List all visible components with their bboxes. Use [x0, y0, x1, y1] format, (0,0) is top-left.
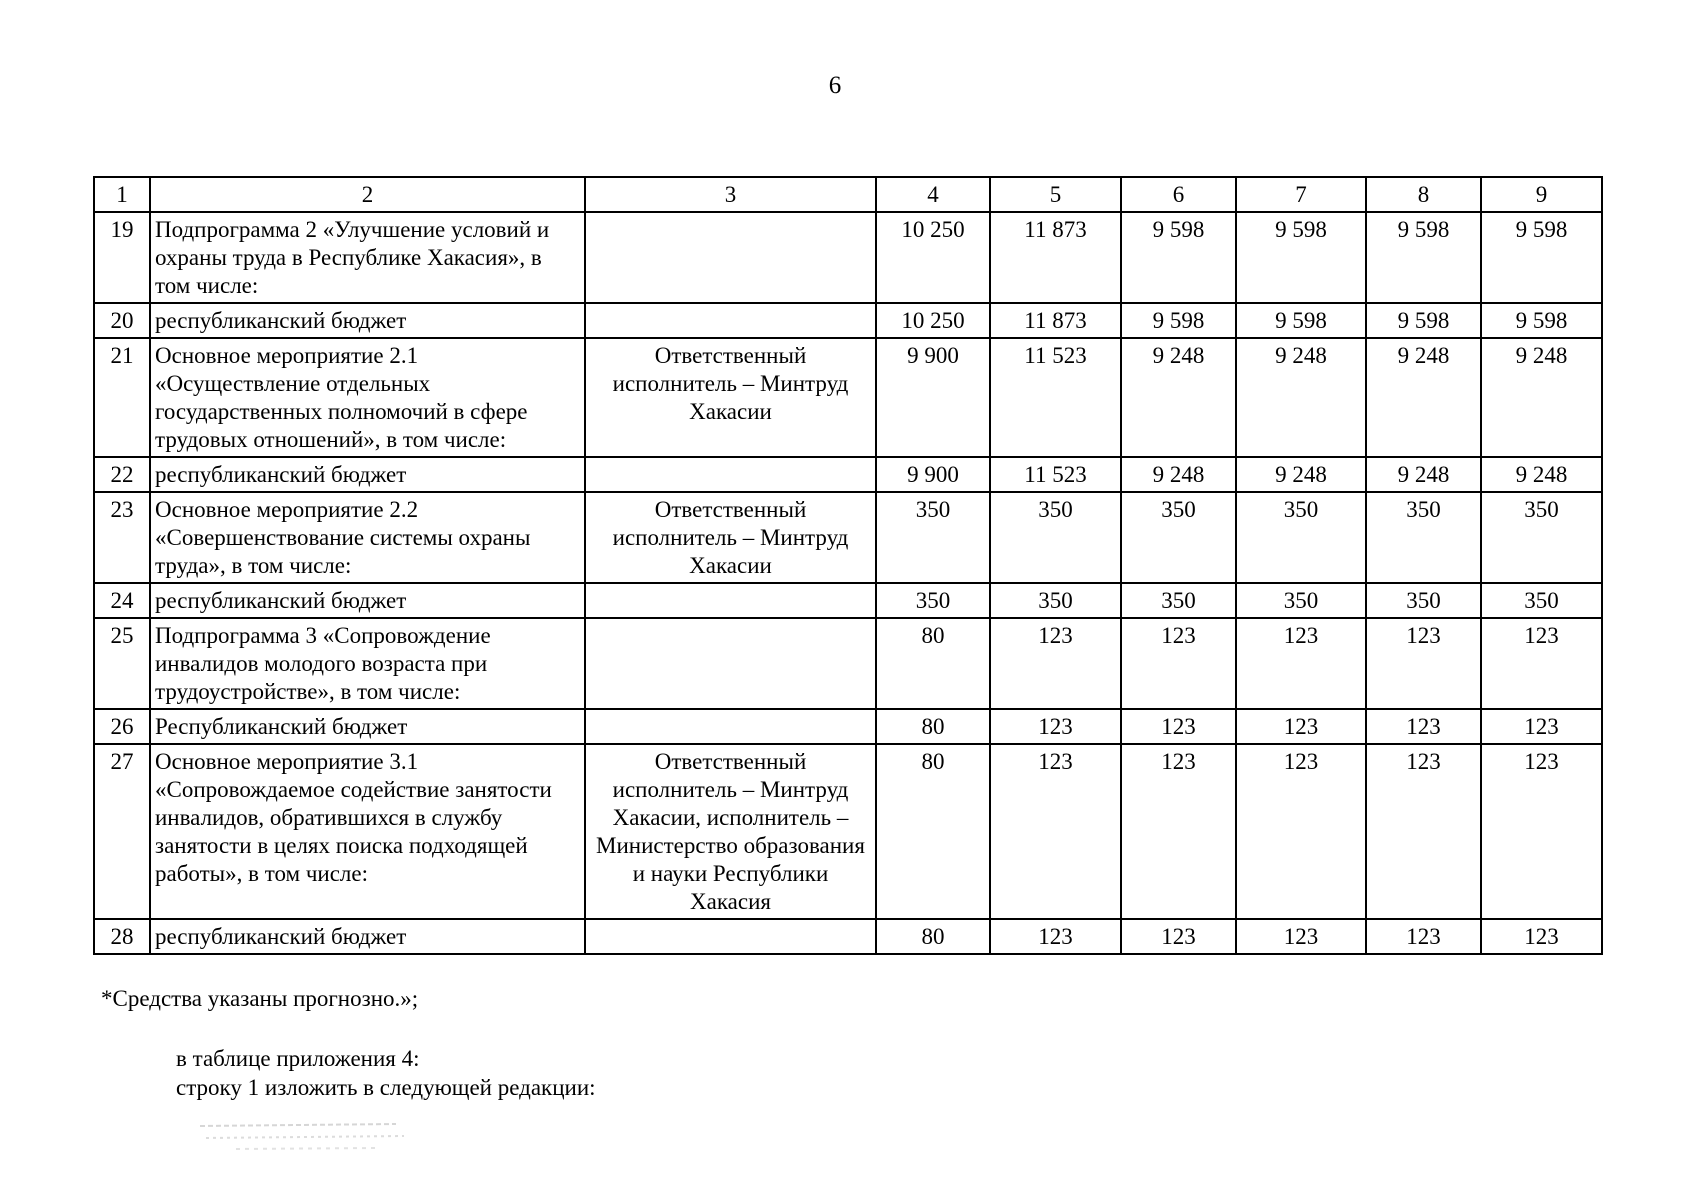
- row-value: 350: [1236, 492, 1366, 583]
- row-value: 80: [876, 919, 990, 954]
- row-name: Основное мероприятие 2.1 «Осуществление отдельных государственных полномочий в сфере трудовых отношений», в том числе:: [150, 338, 585, 457]
- table-row: [94, 492, 1602, 583]
- column-header-6: 6: [1121, 177, 1236, 212]
- table-row: [94, 457, 1602, 492]
- row-value: 9 248: [1481, 457, 1602, 492]
- row-value: 9 598: [1236, 303, 1366, 338]
- column-header-5: 5: [990, 177, 1121, 212]
- row-value: 123: [1236, 919, 1366, 954]
- row-responsible: [585, 709, 876, 744]
- table-row: [94, 744, 1602, 919]
- row-value: 10 250: [876, 303, 990, 338]
- row-value: 9 900: [876, 457, 990, 492]
- row-value: 10 250: [876, 212, 990, 303]
- row-value: 123: [1236, 709, 1366, 744]
- row-value: 9 900: [876, 338, 990, 457]
- column-header-7: 7: [1236, 177, 1366, 212]
- row-value: 350: [1366, 583, 1481, 618]
- column-header-4: 4: [876, 177, 990, 212]
- header-row: [94, 177, 1602, 212]
- row-value: 123: [1366, 919, 1481, 954]
- row-value: 123: [1121, 618, 1236, 709]
- row-value: 350: [876, 583, 990, 618]
- row-number: 28: [94, 919, 150, 954]
- row-value: 9 598: [1121, 212, 1236, 303]
- table-row: [94, 919, 1602, 954]
- row-value: 11 873: [990, 212, 1121, 303]
- row-value: 123: [1481, 709, 1602, 744]
- row-number: 24: [94, 583, 150, 618]
- row-number: 19: [94, 212, 150, 303]
- instruction-line: в таблице приложения 4:: [176, 1046, 420, 1071]
- row-value: 123: [1121, 919, 1236, 954]
- row-value: 80: [876, 744, 990, 919]
- row-value: 11 523: [990, 338, 1121, 457]
- row-responsible: [585, 457, 876, 492]
- row-value: 123: [1366, 618, 1481, 709]
- column-header-1: 1: [94, 177, 150, 212]
- row-number: 27: [94, 744, 150, 919]
- budget-table: [93, 176, 1603, 955]
- row-value: 11 873: [990, 303, 1121, 338]
- instruction-line: строку 1 изложить в следующей редакции:: [176, 1075, 596, 1100]
- instructions: [176, 1044, 596, 1102]
- column-header-3: 3: [585, 177, 876, 212]
- faint-stamp-mark: [196, 1118, 416, 1156]
- row-name: Основное мероприятие 2.2 «Совершенствование системы охраны труда», в том числе:: [150, 492, 585, 583]
- row-value: 9 598: [1366, 212, 1481, 303]
- row-value: 350: [1236, 583, 1366, 618]
- row-value: 9 248: [1121, 338, 1236, 457]
- row-value: 123: [1366, 709, 1481, 744]
- row-value: 350: [1366, 492, 1481, 583]
- row-responsible: [585, 618, 876, 709]
- row-value: 123: [1481, 744, 1602, 919]
- row-value: 9 248: [1366, 457, 1481, 492]
- row-value: 123: [990, 618, 1121, 709]
- row-name: республиканский бюджет: [150, 919, 585, 954]
- row-value: 350: [990, 492, 1121, 583]
- column-header-2: 2: [150, 177, 585, 212]
- row-name: республиканский бюджет: [150, 303, 585, 338]
- row-responsible: Ответственный исполнитель – Минтруд Хакасии, исполнитель – Министерство образования и науки Республики Хакасия: [585, 744, 876, 919]
- row-value: 350: [1481, 583, 1602, 618]
- row-value: 350: [1121, 492, 1236, 583]
- row-name: республиканский бюджет: [150, 583, 585, 618]
- table-row: [94, 338, 1602, 457]
- row-value: 350: [990, 583, 1121, 618]
- row-value: 123: [1121, 744, 1236, 919]
- table-body: [94, 212, 1602, 954]
- row-number: 20: [94, 303, 150, 338]
- row-responsible: [585, 303, 876, 338]
- row-value: 123: [1121, 709, 1236, 744]
- row-value: 123: [1366, 744, 1481, 919]
- row-number: 26: [94, 709, 150, 744]
- row-name: Республиканский бюджет: [150, 709, 585, 744]
- row-responsible: [585, 583, 876, 618]
- row-responsible: [585, 212, 876, 303]
- row-value: 350: [1121, 583, 1236, 618]
- row-value: 123: [1481, 618, 1602, 709]
- row-name: Основное мероприятие 3.1 «Сопровождаемое содействие занятости инвалидов, обратившихся в службу занятости в целях поиска подходящей работы», в том числе:: [150, 744, 585, 919]
- row-responsible: Ответственный исполнитель – Минтруд Хакасии: [585, 492, 876, 583]
- row-value: 9 598: [1481, 303, 1602, 338]
- table-row: [94, 709, 1602, 744]
- row-value: 9 598: [1481, 212, 1602, 303]
- column-header-8: 8: [1366, 177, 1481, 212]
- row-number: 25: [94, 618, 150, 709]
- row-value: 9 598: [1366, 303, 1481, 338]
- table-row: [94, 618, 1602, 709]
- row-value: 123: [1481, 919, 1602, 954]
- row-value: 9 248: [1366, 338, 1481, 457]
- row-number: 21: [94, 338, 150, 457]
- row-value: 9 248: [1236, 338, 1366, 457]
- row-name: Подпрограмма 2 «Улучшение условий и охраны труда в Республике Хакасия», в том числе:: [150, 212, 585, 303]
- table-row: [94, 212, 1602, 303]
- table-row: [94, 583, 1602, 618]
- row-value: 350: [876, 492, 990, 583]
- row-value: 9 248: [1236, 457, 1366, 492]
- row-value: 123: [990, 919, 1121, 954]
- row-value: 80: [876, 709, 990, 744]
- row-value: 350: [1481, 492, 1602, 583]
- row-value: 123: [990, 744, 1121, 919]
- row-value: 123: [990, 709, 1121, 744]
- footnote: *Средства указаны прогнозно.»;: [101, 986, 419, 1011]
- row-value: 123: [1236, 744, 1366, 919]
- row-value: 9 598: [1236, 212, 1366, 303]
- column-header-9: 9: [1481, 177, 1602, 212]
- row-value: 9 248: [1481, 338, 1602, 457]
- table-header: [94, 177, 1602, 212]
- row-responsible: Ответственный исполнитель – Минтруд Хакасии: [585, 338, 876, 457]
- row-number: 22: [94, 457, 150, 492]
- row-value: 9 248: [1121, 457, 1236, 492]
- page-number: 6: [828, 72, 842, 99]
- row-value: 9 598: [1121, 303, 1236, 338]
- row-value: 123: [1236, 618, 1366, 709]
- row-value: 11 523: [990, 457, 1121, 492]
- row-name: республиканский бюджет: [150, 457, 585, 492]
- row-name: Подпрограмма 3 «Сопровождение инвалидов молодого возраста при трудоустройстве», в том числе:: [150, 618, 585, 709]
- row-value: 80: [876, 618, 990, 709]
- row-number: 23: [94, 492, 150, 583]
- table-row: [94, 303, 1602, 338]
- row-responsible: [585, 919, 876, 954]
